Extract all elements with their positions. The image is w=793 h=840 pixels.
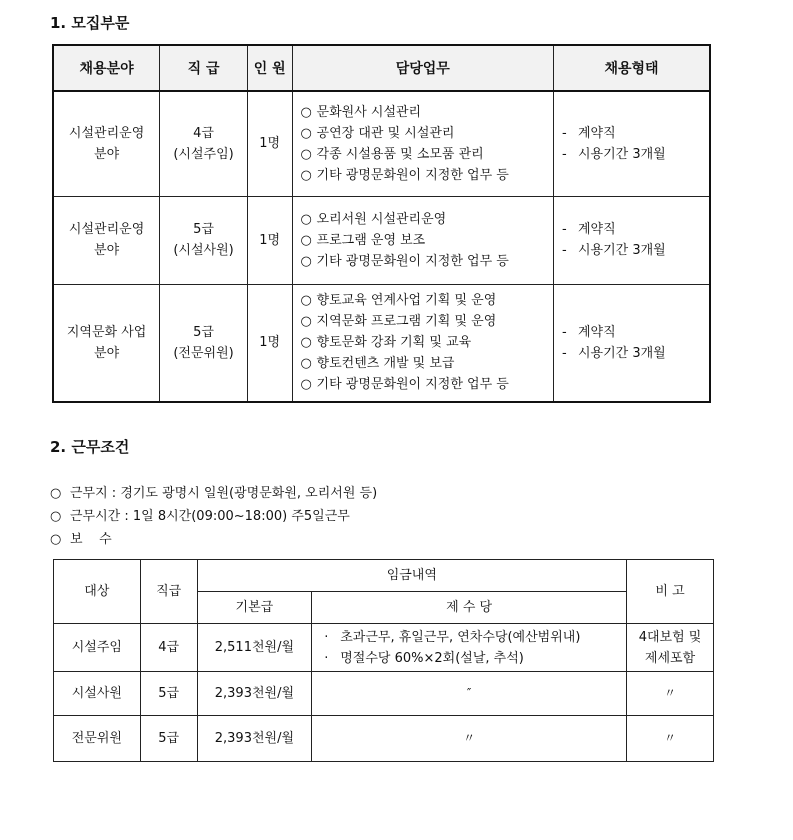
grade-cell: 5급 xyxy=(140,716,197,762)
grade-line: 5급 xyxy=(193,324,214,340)
list-item: ○ 기타 광명문화원이 지정한 업무 등 xyxy=(301,251,553,272)
note-cell: 〃 xyxy=(627,672,714,716)
header-form: 채용형태 xyxy=(553,45,710,91)
recruitment-header-row xyxy=(53,45,710,91)
list-item: ○ 보 수 xyxy=(50,532,112,547)
list-item: - 계약직 xyxy=(562,322,709,343)
target-cell: 전문위원 xyxy=(54,716,141,762)
dot-icon: · xyxy=(324,629,329,645)
note-cell: 〃 xyxy=(627,716,714,762)
count-cell: 1명 xyxy=(247,196,292,284)
section2-title: 2. 근무조건 xyxy=(50,438,130,456)
form-cell xyxy=(553,91,710,196)
note-line: 4대보험 및 xyxy=(638,629,702,645)
header-duties: 담당업무 xyxy=(292,45,553,91)
list-item: ○ 근무시간 : 1일 8시간(09:00~18:00) 주5일근무 xyxy=(50,509,350,524)
base-cell: 2,393천원/월 xyxy=(197,672,312,716)
circle-icon: ○ xyxy=(50,509,62,524)
base-cell: 2,511천원/월 xyxy=(197,624,312,672)
wage-table xyxy=(53,559,714,762)
list-item: ○ 오리서원 시설관리운영 xyxy=(301,209,553,230)
grade-line: (전문위원) xyxy=(173,345,234,361)
list-item: ○ 근무지 : 경기도 광명시 일원(광명문화원, 오리서원 등) xyxy=(50,486,378,501)
header-grade: 직 급 xyxy=(160,45,248,91)
list-item: - 계약직 xyxy=(562,123,709,144)
header-base: 기본급 xyxy=(197,592,312,624)
list-item: ○ 지역문화 프로그램 기획 및 운영 xyxy=(301,311,553,332)
dash-icon: - xyxy=(561,125,567,141)
grade-line: (시설사원) xyxy=(173,243,234,258)
section1-title: 1. 모집부문 xyxy=(50,14,130,32)
table-row xyxy=(54,624,714,672)
list-item: ○ 공연장 대관 및 시설관리 xyxy=(301,123,553,144)
table-row xyxy=(53,284,710,402)
list-item: ○ 문화원사 시설관리 xyxy=(301,102,553,123)
grade-cell xyxy=(160,284,248,402)
field-line: 분야 xyxy=(94,243,120,258)
field-cell xyxy=(53,196,160,284)
header-note: 비 고 xyxy=(627,560,714,624)
list-item: - 시용기간 3개월 xyxy=(562,343,709,364)
target-cell: 시설사원 xyxy=(54,672,141,716)
header-allowance: 제 수 당 xyxy=(312,592,627,624)
field-cell xyxy=(53,91,160,196)
grade-cell xyxy=(160,91,248,196)
list-item: - 시용기간 3개월 xyxy=(562,144,709,165)
note-line: 제세포함 xyxy=(644,650,696,666)
circle-icon: ○ xyxy=(300,125,312,141)
dot-icon: · xyxy=(324,650,329,666)
header-grade: 직급 xyxy=(140,560,197,624)
list-item: · 초과근무, 휴일근무, 연차수당(예산범위내) xyxy=(324,627,626,648)
count-cell: 1명 xyxy=(247,284,292,402)
circle-icon: ○ xyxy=(300,293,312,309)
list-item: · 명절수당 60%×2회(설날, 추석) xyxy=(324,648,626,669)
circle-icon: ○ xyxy=(300,167,312,183)
field-line: 시설관리운영 xyxy=(68,222,145,237)
grade-line: (시설주임) xyxy=(173,146,234,162)
field-line: 시설관리운영 xyxy=(68,125,145,141)
allowance-cell: ″ xyxy=(312,672,627,716)
list-item: ○ 프로그램 운영 보조 xyxy=(301,230,553,251)
dash-icon: - xyxy=(561,345,567,361)
header-count: 인 원 xyxy=(247,45,292,91)
circle-icon: ○ xyxy=(50,532,62,547)
form-cell xyxy=(553,196,710,284)
field-line: 분야 xyxy=(94,146,120,162)
circle-icon: ○ xyxy=(300,253,312,269)
grade-cell: 4급 xyxy=(140,624,197,672)
field-line: 분야 xyxy=(94,345,120,361)
conditions-list xyxy=(50,484,377,553)
circle-icon: ○ xyxy=(300,232,312,248)
grade-cell xyxy=(160,196,248,284)
list-item: ○ 향토교육 연계사업 기획 및 운영 xyxy=(301,290,553,311)
count-cell: 1명 xyxy=(247,91,292,196)
circle-icon: ○ xyxy=(300,377,312,393)
form-cell xyxy=(553,284,710,402)
circle-icon: ○ xyxy=(300,104,312,120)
wage-header-row xyxy=(54,560,714,592)
table-row xyxy=(53,196,710,284)
note-cell xyxy=(627,624,714,672)
list-item: ○ 각종 시설용품 및 소모품 관리 xyxy=(301,144,553,165)
dash-icon: - xyxy=(561,324,567,340)
dash-icon: - xyxy=(561,243,567,258)
field-cell xyxy=(53,284,160,402)
recruitment-table xyxy=(52,44,711,403)
duties-cell xyxy=(292,196,553,284)
grade-line: 4급 xyxy=(193,125,214,141)
circle-icon: ○ xyxy=(300,314,312,330)
duties-cell xyxy=(292,284,553,402)
circle-icon: ○ xyxy=(300,335,312,351)
circle-icon: ○ xyxy=(50,486,62,501)
allowance-cell: 〃 xyxy=(312,716,627,762)
circle-icon: ○ xyxy=(300,211,312,227)
table-row xyxy=(54,716,714,762)
table-row xyxy=(54,672,714,716)
circle-icon: ○ xyxy=(300,356,312,372)
grade-line: 5급 xyxy=(193,222,214,237)
dash-icon: - xyxy=(561,146,567,162)
header-wage: 임금내역 xyxy=(197,560,627,592)
base-cell: 2,393천원/월 xyxy=(197,716,312,762)
list-item: ○ 기타 광명문화원이 지정한 업무 등 xyxy=(301,374,553,395)
allowance-cell xyxy=(312,624,627,672)
table-row xyxy=(53,91,710,196)
list-item: - 시용기간 3개월 xyxy=(562,240,709,261)
header-field: 채용분야 xyxy=(53,45,160,91)
target-cell: 시설주임 xyxy=(54,624,141,672)
circle-icon: ○ xyxy=(300,146,312,162)
list-item: ○ 향토컨텐츠 개발 및 보급 xyxy=(301,353,553,374)
list-item: ○ 기타 광명문화원이 지정한 업무 등 xyxy=(301,165,553,186)
list-item: - 계약직 xyxy=(562,219,709,240)
grade-cell: 5급 xyxy=(140,672,197,716)
dash-icon: - xyxy=(561,222,567,237)
list-item: ○ 향토문화 강좌 기획 및 교육 xyxy=(301,332,553,353)
header-target: 대상 xyxy=(54,560,141,624)
duties-cell xyxy=(292,91,553,196)
field-line: 지역문화 사업 xyxy=(66,324,147,340)
